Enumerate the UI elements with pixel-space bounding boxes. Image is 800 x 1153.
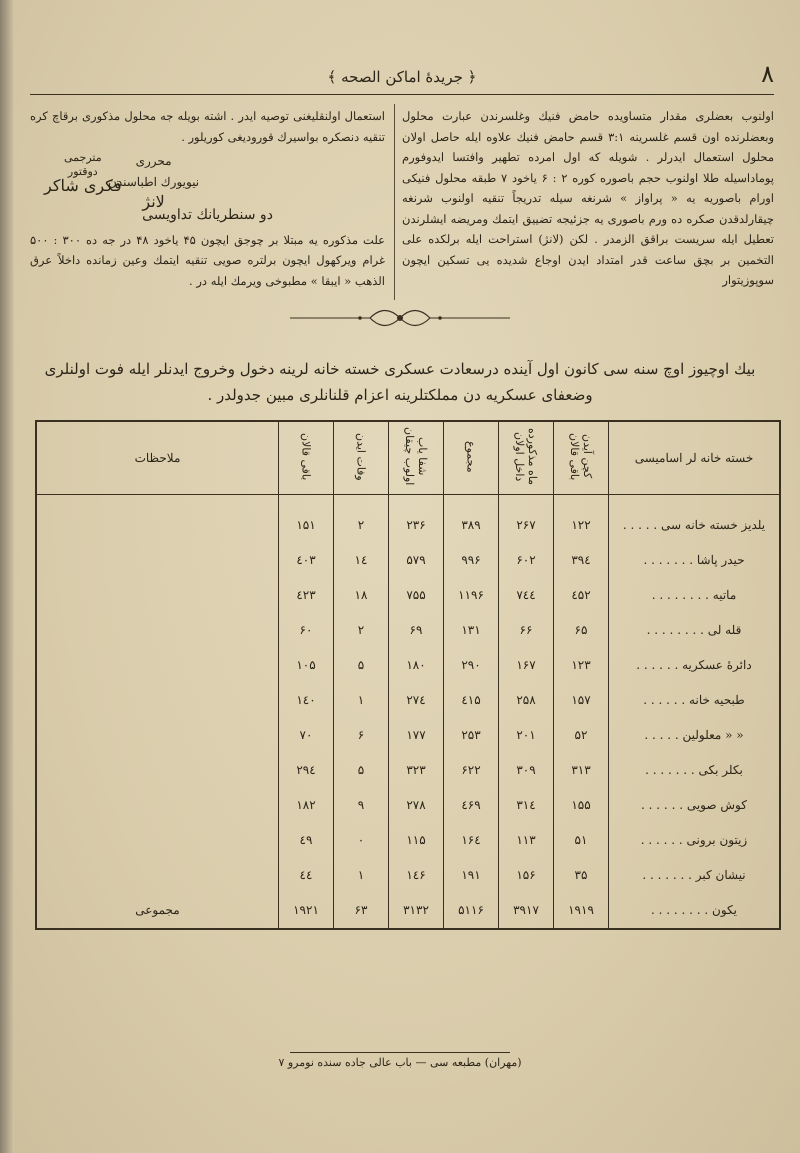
cell-deceased: ۱٤ (334, 542, 389, 577)
cell-name: بكلر بکی . . . . . . . (609, 753, 780, 788)
cell-name: کوش صویی . . . . . . (609, 788, 780, 823)
table-row (37, 542, 779, 577)
cell-notes (37, 683, 279, 718)
header-remaining: كچن آیدن باقی قالان (554, 422, 609, 495)
cell-admitted: ۳۰۹ (499, 753, 554, 788)
cell-admitted: ۲۶۷ (499, 507, 554, 542)
cell-deceased: ۲ (334, 507, 389, 542)
cell-discharged: ۳۲۳ (389, 753, 444, 788)
cell-total: ۶۲۲ (444, 753, 499, 788)
cell-notes (37, 753, 279, 788)
cell-remaining: ۳۱۳ (554, 753, 609, 788)
cell-total: ۳۸۹ (444, 507, 499, 542)
header-notes: ملاحظات (37, 422, 279, 495)
cell-remaining: ۳۹٤ (554, 542, 609, 577)
footer-rule (290, 1052, 510, 1053)
table-header-row (37, 422, 779, 495)
cell-notes (37, 788, 279, 823)
cell-total: ۱۱۹۶ (444, 577, 499, 612)
cell-remaining: ۱۲۲ (554, 507, 609, 542)
cell-remaining: ۵۱ (554, 823, 609, 858)
cell-discharged: ۲۳۶ (389, 507, 444, 542)
table-row (37, 753, 779, 788)
table-row (37, 788, 779, 823)
cell-admitted: ۱۵۶ (499, 858, 554, 893)
cell-discharged: ۷۵۵ (389, 577, 444, 612)
cell-deceased: ۱۸ (334, 577, 389, 612)
cell-name: نیشان کبر . . . . . . . (609, 858, 780, 893)
cell-admitted: ۳۱٤ (499, 788, 554, 823)
cell-admitted: ۶۰۲ (499, 542, 554, 577)
header-total: مجموع (444, 422, 499, 495)
cell-notes (37, 507, 279, 542)
header-hospital: خسته خانه لر اسامیسی (609, 422, 780, 495)
translator-signature (44, 151, 122, 193)
cell-remaining-next: ٤۹ (279, 823, 334, 858)
cell-notes (37, 858, 279, 893)
cell-discharged: ۱۸۰ (389, 647, 444, 682)
cell-total: ٤۱۵ (444, 683, 499, 718)
cell-admitted: ۲۰۱ (499, 718, 554, 753)
cell-deceased: ۰ (334, 823, 389, 858)
editor-label: محرری (135, 154, 172, 168)
cell-remaining-next: ۱٤۰ (279, 683, 334, 718)
cell-deceased: ۵ (334, 647, 389, 682)
cell-notes (37, 647, 279, 682)
table-row (37, 612, 779, 647)
cell-remaining-next: ۱۵۱ (279, 507, 334, 542)
cell-discharged: ۶۹ (389, 612, 444, 647)
hospital-data-table (37, 422, 779, 928)
editor-source: نیویورك اطباسندن (108, 174, 200, 189)
cell-remaining-next: ۶۰ (279, 612, 334, 647)
cell-admitted: ۷٤٤ (499, 577, 554, 612)
table-row (37, 718, 779, 753)
article-right-text: اولنوب بعضلری مقدار متساویده حامض فنیك وغلسرندن عبارت محلول وبعضلرنده اون قسم غلسرینه ۳:۱ قسم حامض فنیك علاوه ایله حاصل اولان محلول استعمال ایدرلر . شویله که اول امرده تطهیر وافتسا ایدوفورم پوماداسیله طلا اولنوب حجم باصوره کوره ۲ : ۶ یاخود ۷ طبقه محلول فنیکی اورام باصوریه یه « پراواز » شرنغه سیله تدریجاً تنقیه اولنوب شرنغه چیقارلدقدن صکره ده ورم باصوری یه جزئیجه تضییق ایتمك ومریضه ایشلرندن تعطیل ایله سریست براقق الزمدر . لکن (لانژ) استراحت ایله برلکده على التخمین بر بچق ساعت قدر امتداد ایدن اوجاع شدیده یی تسکین ایچون سوپوزیتوار (402, 109, 775, 287)
cell-deceased: ۶۳ (334, 893, 389, 928)
cell-remaining-next: ۱۸۲ (279, 788, 334, 823)
table-total-row (37, 893, 779, 928)
translator-label: مترجمی (64, 151, 102, 164)
editor-name: لانژ (142, 192, 165, 211)
cell-name: یلدیز خسته خانه سی . . . . . (609, 507, 780, 542)
cell-remaining: ۱۵۷ (554, 683, 609, 718)
hospital-table (35, 420, 781, 930)
cell-deceased: ۲ (334, 612, 389, 647)
cell-remaining: ۵۲ (554, 718, 609, 753)
header-discharged: شفا یاب اولوب چیقان (389, 422, 444, 495)
cell-discharged: ۱۱۵ (389, 823, 444, 858)
cell-name: یکون . . . . . . . . (609, 893, 780, 928)
cell-remaining-next: ۱۰۵ (279, 647, 334, 682)
cell-total: ۲۹۰ (444, 647, 499, 682)
cell-remaining: ۶۵ (554, 612, 609, 647)
cell-admitted: ۱۱۳ (499, 823, 554, 858)
cell-remaining: ۱۲۳ (554, 647, 609, 682)
column-divider (394, 104, 395, 300)
cell-remaining-next: ۲۹٤ (279, 753, 334, 788)
cell-discharged: ۲۷٤ (389, 683, 444, 718)
cell-remaining-next: ۱۹۲۱ (279, 893, 334, 928)
article-right-column (402, 106, 774, 291)
page-header (30, 62, 774, 92)
cell-discharged: ۵۷۹ (389, 542, 444, 577)
cell-remaining: ۳۵ (554, 858, 609, 893)
cell-total: ۱۶٤ (444, 823, 499, 858)
cell-name: ماتیه . . . . . . . . (609, 577, 780, 612)
journal-title: ﴿ جريدهٔ اماكن الصحه ﴾ (327, 68, 477, 86)
header-admitted: ماه مذکورده داخل اولان (499, 422, 554, 495)
cell-total: ۱۳۱ (444, 612, 499, 647)
cell-remaining-next: ٤۰۳ (279, 542, 334, 577)
cell-admitted: ۲۵۸ (499, 683, 554, 718)
cell-deceased: ۹ (334, 788, 389, 823)
cell-name: دائرهٔ عسکریه . . . . . . (609, 647, 780, 682)
cell-notes (37, 542, 279, 577)
cell-notes (37, 612, 279, 647)
cell-name: قله لی . . . . . . . . (609, 612, 780, 647)
table-row (37, 683, 779, 718)
cell-discharged: ۱٤۶ (389, 858, 444, 893)
cell-admitted: ۳۹۱۷ (499, 893, 554, 928)
table-row (37, 823, 779, 858)
page-number: ۸ (761, 60, 774, 88)
cell-name: حیدر پاشا . . . . . . . (609, 542, 780, 577)
header-rule (30, 94, 774, 95)
cell-discharged: ۲۷۸ (389, 788, 444, 823)
cell-admitted: ۱۶۷ (499, 647, 554, 682)
signature-block (30, 151, 385, 211)
table-spacer-row (37, 495, 779, 508)
header-deceased: وفات ایدن (334, 422, 389, 495)
book-binding-edge (0, 0, 14, 1153)
cell-remaining: ۱۹۱۹ (554, 893, 609, 928)
cell-name: طبحیه خانه . . . . . . (609, 683, 780, 718)
translator-title: دوقتور (67, 165, 98, 178)
cell-notes (37, 718, 279, 753)
translator-name: فكری شاكر (44, 176, 122, 195)
cell-deceased: ۶ (334, 718, 389, 753)
ornament-divider (290, 306, 510, 330)
cell-notes (37, 577, 279, 612)
cell-remaining: ٤۵۲ (554, 577, 609, 612)
table-row (37, 858, 779, 893)
cell-discharged: ۱۷۷ (389, 718, 444, 753)
cell-total: ۱۹۱ (444, 858, 499, 893)
article-left-text-2: علت مذکوره یه مبتلا بر چوجق ایچون ۴۵ یاخود ۴۸ در جه ده ۳۰۰ : ۵۰۰ غرام ویرکهول ایچون برلتره صویی تنقیه ایتمك وعین زمانده داخلاً عرق الذهب « ایبقا » مطبوخی ویرمك ایله در . (30, 232, 386, 288)
cell-remaining-next: ٤۲۳ (279, 577, 334, 612)
table-row (37, 507, 779, 542)
table-row (37, 647, 779, 682)
cell-discharged: ۳۱۳۲ (389, 893, 444, 928)
cell-remaining: ۱۵۵ (554, 788, 609, 823)
cell-total: ۲۵۳ (444, 718, 499, 753)
article-left-column (30, 106, 385, 291)
header-remaining-next: باقی قالان (279, 422, 334, 495)
cell-remaining-next: ۷۰ (279, 718, 334, 753)
cell-total: ۵۱۱۶ (444, 893, 499, 928)
cell-deceased: ۵ (334, 753, 389, 788)
cell-name: زیتون برونی . . . . . . (609, 823, 780, 858)
cell-notes: مجموعی (135, 903, 180, 918)
cell-total: ۹۹۶ (444, 542, 499, 577)
table-body (37, 495, 779, 929)
cell-notes (37, 823, 279, 858)
table-title: بیك اوچیوز اوچ سنه سی كانون اول آینده درسعادت عسكری خسته خانه لرینه دخول وخروج ایدنلر ایله فوت اولنلری وضعفای عسكریه دن مملکتلرینه اعزام قلنانلری مبین جدولدر . (44, 360, 756, 404)
cell-admitted: ۶۶ (499, 612, 554, 647)
cell-deceased: ۱ (334, 683, 389, 718)
cell-deceased: ۱ (334, 858, 389, 893)
cell-total: ٤۶۹ (444, 788, 499, 823)
cell-remaining-next: ٤٤ (279, 858, 334, 893)
printer-imprint: (مهران) مطبعه سی — باب عالی جاده سنده نومرو ۷ (278, 1056, 522, 1069)
cell-name: « « معلولین . . . . . (609, 718, 780, 753)
table-row (37, 577, 779, 612)
section-subheading: دو سنطریانك تداویسی (142, 207, 273, 223)
article-left-text: استعمال اولنقلیغنی توصیه ایدر . اشته بویله جه محلول مذکوری برقاچ كره تنقیه دنصکره بواسیرك قوروديغی كوريلور . (30, 109, 385, 144)
